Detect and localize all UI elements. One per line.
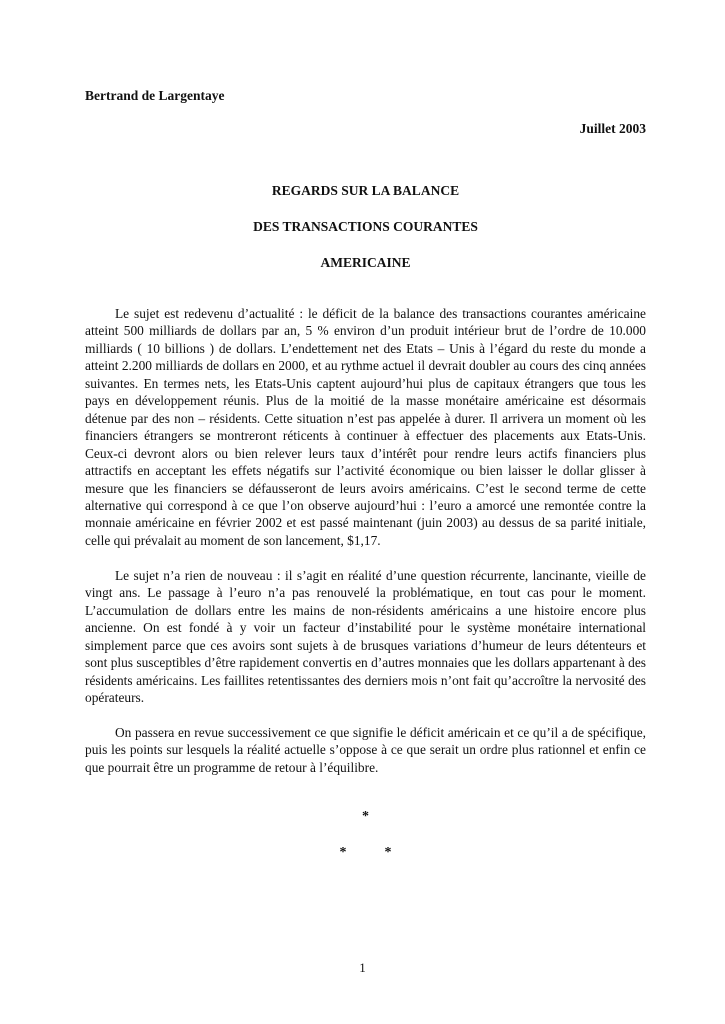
- document-content: [85, 0, 646, 862]
- author-name: Bertrand de Largentaye: [85, 88, 225, 103]
- title-line-2: DES TRANSACTIONS COURANTES: [253, 219, 478, 234]
- document-body: [85, 305, 646, 776]
- paragraph-2: Le sujet n’a rien de nouveau : il s’agit en réalité d’une question récurrente, lancinante, vieille de vingt ans. Le passage à l’euro n’a pas renouvelé la problématique, en tout cas pour le moment. L’accumulation de dollars entre les mains de non-résidents américains a une histoire encore plus ancienne. On est fondé à y voir un facteur d’instabilité pour le système monétaire international simplement parce que ces avoirs sont sujets à de brusques variations d’humeur de leurs détenteurs et sont plus susceptibles d’être rapidement convertis en d’autres monnaies que les dollars appartenant à des résidents américains. Les faillites retentissantes des derniers mois n’ont fait qu’accroître la nervosité des opérateurs.: [85, 567, 646, 705]
- asterisk-separator: [85, 808, 646, 862]
- title-line-1: REGARDS SUR LA BALANCE: [271, 183, 460, 198]
- document-date: Juillet 2003: [579, 121, 646, 136]
- asterisk-top: *: [362, 809, 369, 825]
- asterisk-left: *: [339, 845, 347, 861]
- page-number: 1: [359, 960, 366, 975]
- paragraph-1: Le sujet est redevenu d’actualité : le déficit de la balance des transactions courantes américaine atteint 500 milliards de dollars par an, 5 % environ d’un produit intérieur brut de l’ordre de 10.000 milliards ( 10 billions ) de dollars. L’endettement net des Etats – Unis à l’égard du reste du monde a atteint 2.200 milliards de dollars en 2000, et au rythme actuel il devrait doubler au cours des cinq années suivantes. En termes nets, les Etats-Unis captent aujourd’hui plus de capitaux étrangers que tous les pays en développement réunis. Plus de la moitié de la masse monétaire américaine est désormais détenue par des non – résidents. Cette situation n’est pas appelée à durer. Il arrivera un moment où les financiers étrangers se montreront réticents à continuer à effectuer des placements aux Etats-Unis. Ceux-ci devront alors ou bien relever leurs taux d’intérêt pour rendre leurs actifs financiers plus attractifs en acceptant les effets négatifs sur l’activité économique ou bien laisser le dollar glisser à mesure que les financiers se défausseront de leurs avoirs américains. C’est le second terme de cette alternative qui correspond à ce que l’on observe aujourd’hui : l’euro a amorcé une remontée contre la monnaie américaine en février 2002 et est passé maintenant (juin 2003) au dessus de sa parité initiale, celle qui prévalait au moment de son lancement, $1,17.: [85, 306, 646, 548]
- document-title: [85, 173, 646, 281]
- asterisk-row: [85, 844, 646, 862]
- title-line-3: AMERICAINE: [320, 255, 411, 270]
- paragraph-3: On passera en revue successivement ce que signifie le déficit américain et ce qu’il a de spécifique, puis les points sur lesquels la réalité actuelle s’oppose à ce que serait un ordre plus rationnel et enfin ce que pourrait être un programme de retour à l’équilibre.: [85, 724, 646, 775]
- asterisk-right: *: [384, 845, 392, 861]
